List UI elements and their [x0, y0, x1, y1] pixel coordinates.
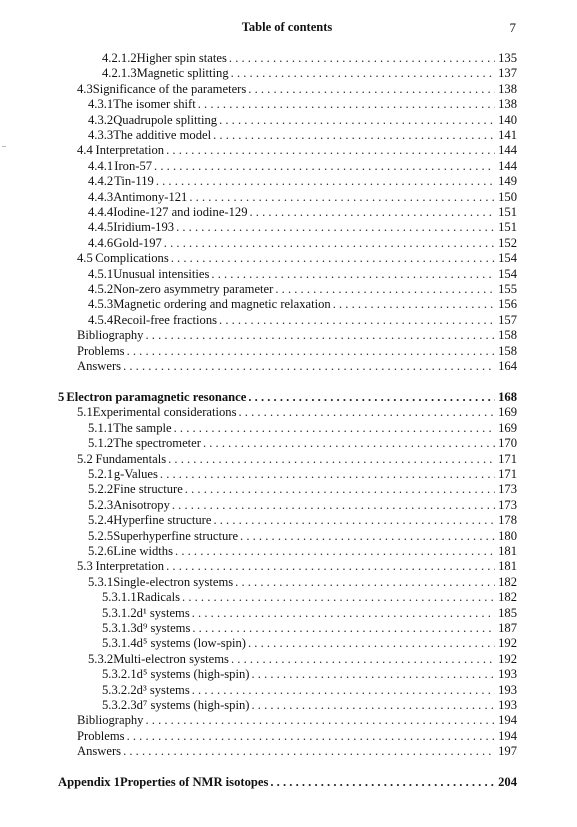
toc-entry-title: Electron paramagnetic resonance [66, 390, 247, 404]
toc-entry-page: 141 [498, 128, 517, 142]
dot-leader [169, 251, 495, 266]
toc-entry [77, 729, 517, 744]
toc-entry [88, 498, 517, 513]
toc-entry [88, 174, 517, 189]
dot-leader [152, 159, 495, 174]
toc-entry [88, 575, 517, 590]
dot-leader [217, 113, 495, 128]
toc-entry-number: 5.2.5 [88, 528, 114, 543]
toc-entry-page: 151 [498, 220, 517, 235]
toc-entry-page: 138 [498, 97, 517, 112]
toc-entry-page: 168 [498, 390, 517, 404]
toc-entry-page: 181 [498, 544, 517, 558]
toc-entry-title: Quadrupole splitting [113, 112, 218, 127]
toc-entry [88, 544, 517, 559]
toc-entry-number: 5.3.2 [88, 651, 114, 666]
toc-entry-title: Single-electron systems [113, 574, 234, 589]
toc-entry-title: Superhyperfine structure [113, 528, 239, 543]
toc-entry-number: 4.4.1 [88, 158, 114, 173]
toc-entry-title: The isomer shift [113, 97, 196, 112]
toc-entry-number: 4.5 [77, 251, 93, 266]
toc-entry-title: Answers [77, 744, 122, 759]
dot-leader [174, 220, 495, 235]
toc-entry-page: 135 [498, 51, 517, 65]
toc-entry-number: 5.2.3 [88, 497, 114, 512]
toc-entry-number: 5.2.1 [88, 467, 114, 481]
dot-leader [190, 606, 495, 621]
dot-leader [164, 559, 495, 574]
toc-entry-number: 5.3 [77, 559, 93, 574]
toc-entry-title: d⁵ systems (high-spin) [136, 667, 250, 682]
dot-leader [143, 713, 495, 728]
toc-entry-page: 192 [498, 651, 517, 666]
dot-leader [246, 636, 495, 651]
toc-entry [77, 359, 517, 374]
dot-leader [249, 667, 495, 682]
dot-leader [201, 436, 495, 451]
toc-entry-number: 5.3.1.2 [102, 605, 137, 620]
toc-entry-title: Line widths [113, 544, 174, 558]
toc-entry-page: 181 [498, 559, 517, 574]
toc-entry-page: 180 [498, 528, 517, 543]
toc-entry-number: 5.2 [77, 451, 93, 466]
toc-entry-title: Problems [77, 728, 125, 743]
toc-entry-title: Antimony-121 [113, 189, 188, 204]
toc-entry-number: 4.5.4 [88, 312, 114, 327]
toc-entry-title: Fine structure [113, 482, 183, 497]
dot-leader [190, 621, 495, 636]
toc-entry-page: 187 [498, 621, 517, 635]
toc-entry-title: d³ systems [136, 682, 190, 697]
toc-entry [77, 559, 517, 574]
toc-entry-number: 5.3.2.1 [102, 667, 137, 682]
toc-entry [88, 652, 517, 667]
toc-entry-page: 192 [498, 636, 517, 651]
toc-entry-page: 156 [498, 297, 517, 312]
toc-entry-page: 194 [498, 713, 517, 728]
toc-entry [88, 421, 517, 436]
page-header [58, 20, 516, 36]
toc-entry-number: 4.4.5 [88, 220, 114, 235]
toc-entry [88, 282, 517, 297]
toc-entry-page: 169 [498, 405, 517, 420]
toc-entry-page: 149 [498, 174, 517, 189]
dot-leader [125, 729, 495, 744]
toc-entry-number: 5.3.1.4 [102, 636, 137, 651]
toc-entry-page: 173 [498, 482, 517, 497]
dot-leader [143, 328, 495, 343]
toc-entry [88, 297, 517, 312]
toc-entry-title: d⁷ systems (high-spin) [136, 698, 250, 712]
toc-entry-page: 152 [498, 235, 517, 250]
toc-entry-title: Multi-electron systems [113, 651, 229, 666]
toc-entry-title: Recoil-free fractions [113, 312, 218, 327]
toc-entry [77, 744, 517, 759]
toc-entry-page: 155 [498, 282, 517, 296]
dot-leader [183, 482, 495, 497]
dot-leader [125, 344, 495, 359]
toc-entry-page: 158 [498, 343, 517, 358]
toc-entry-number: 4.5.2 [88, 282, 114, 296]
toc-entry-number: 5.2.2 [88, 482, 114, 497]
toc-entry [58, 390, 517, 405]
toc-entry-title: Anisotropy [113, 497, 170, 512]
dot-leader [273, 282, 495, 297]
toc-entry [88, 220, 517, 235]
dot-leader [170, 498, 495, 513]
toc-entry [102, 66, 517, 81]
toc-entry [77, 405, 517, 420]
toc-entry-number: 4.5.1 [88, 266, 114, 281]
dot-leader [233, 575, 495, 590]
toc-entry [77, 251, 517, 266]
toc-entry [88, 236, 517, 251]
toc-entry-page: 169 [498, 420, 517, 435]
toc-entry-title: g-Values [113, 467, 158, 481]
toc-entry-page: 178 [498, 513, 517, 528]
toc-entry-number: 5.3.2.3 [102, 698, 137, 712]
toc-entry-page: 193 [498, 682, 517, 697]
dot-leader [229, 652, 495, 667]
toc-entry [88, 482, 517, 497]
dot-leader [162, 236, 495, 251]
toc-entry-page: 164 [498, 359, 517, 373]
toc-entry-number: 5.2.4 [88, 513, 114, 528]
toc-entry [58, 775, 517, 790]
toc-entry-title: Problems [77, 343, 125, 358]
page-title: Table of contents [241, 20, 333, 34]
toc-entry-number: 5.3.1.3 [102, 621, 137, 635]
dot-leader [121, 744, 495, 759]
toc-entry-number: 4.2.1.3 [102, 66, 137, 81]
dot-leader [211, 513, 495, 528]
toc-entry-page: 185 [498, 605, 517, 620]
toc-entry [88, 190, 517, 205]
dot-leader [158, 467, 495, 482]
toc-entry [77, 713, 517, 728]
toc-entry-title: Fundamentals [95, 451, 167, 466]
dot-leader [331, 297, 495, 312]
toc-entry-page: 193 [498, 698, 517, 712]
toc-entry-number: 5.1.1 [88, 420, 114, 435]
toc-entry-page: 151 [498, 205, 517, 219]
toc-entry-title: Magnetic splitting [136, 66, 229, 81]
dot-leader [172, 421, 495, 436]
toc-entry-title: Bibliography [77, 713, 144, 728]
toc-entry-number: 5.1 [77, 405, 93, 420]
toc-entry-page: 170 [498, 436, 517, 451]
toc-entry [88, 205, 517, 220]
toc-entry-title: d¹ systems [136, 605, 190, 620]
toc-entry-number: 4.4.6 [88, 235, 114, 250]
toc-entry-title: Radicals [136, 590, 181, 605]
dot-leader [187, 190, 495, 205]
toc-entry-page: 204 [498, 775, 517, 790]
toc-entry-title: Interpretation [95, 143, 165, 158]
toc-entry-title: Iron-57 [114, 158, 153, 173]
toc-entry [102, 683, 517, 698]
toc-entry-page: 144 [498, 158, 517, 173]
toc-entry-title: d⁵ systems (low-spin) [136, 636, 246, 651]
toc-entry-page: 193 [498, 667, 517, 682]
toc-entry-number: 5.3.1.1 [102, 590, 137, 605]
toc-entry [88, 267, 517, 282]
toc-entry [88, 436, 517, 451]
page-number: 7 [509, 20, 516, 35]
toc-entry-page: 154 [498, 266, 517, 281]
dot-leader [227, 51, 495, 66]
toc-entry-title: Hyperfine structure [113, 513, 212, 528]
toc-entry-title: The additive model [113, 128, 212, 142]
dot-leader [249, 698, 495, 713]
toc-entry-number: 5.3.1 [88, 574, 114, 589]
dot-leader [121, 359, 495, 374]
toc-entry-number: 4.3 [77, 81, 93, 96]
toc-entry-title: Iodine-127 and iodine-129 [113, 205, 248, 219]
dot-leader [246, 390, 495, 405]
toc-entry [77, 82, 517, 97]
dot-leader [268, 775, 495, 790]
toc-entry-page: 182 [498, 574, 517, 589]
toc-entry-number: 4.4.2 [88, 174, 114, 189]
toc-entry [88, 467, 517, 482]
dot-leader [229, 66, 495, 81]
dot-leader [209, 267, 495, 282]
toc-entry-title: d⁹ systems [136, 621, 191, 635]
toc-entry-number: 4.4 [77, 143, 93, 158]
toc-entry [88, 113, 517, 128]
toc-entry [88, 529, 517, 544]
toc-entry-number: 4.5.3 [88, 297, 114, 312]
toc-entry-title: Magnetic ordering and magnetic relaxation [113, 297, 331, 312]
dot-leader [217, 313, 495, 328]
toc-entry-number: Appendix 1 [58, 775, 120, 790]
toc-entry-page: 150 [498, 189, 517, 204]
toc-entry-page: 173 [498, 497, 517, 512]
toc-entry-page: 137 [498, 66, 517, 81]
toc-entry-number: 5.2.6 [88, 544, 114, 558]
toc-entry-page: 194 [498, 728, 517, 743]
toc-entry-title: Answers [77, 359, 122, 373]
toc-entry [102, 698, 517, 713]
toc-entry [88, 513, 517, 528]
toc-entry [88, 128, 517, 143]
toc-entry-title: Experimental considerations [92, 405, 237, 420]
toc-entry [88, 97, 517, 112]
toc-entry-page: 157 [498, 312, 517, 327]
toc-entry-title: Complications [95, 251, 169, 266]
toc-entry-page: 154 [498, 251, 517, 266]
toc-entry-number: 4.3.2 [88, 112, 114, 127]
toc-entry-page: 140 [498, 112, 517, 127]
dot-leader [154, 174, 495, 189]
toc-entry-number: 4.4.3 [88, 189, 114, 204]
dot-leader [180, 590, 495, 605]
toc-entry [102, 590, 517, 605]
toc-entry [77, 452, 517, 467]
toc-entry-title: Iridium-193 [113, 220, 175, 235]
toc-entry-page: 171 [498, 467, 517, 481]
toc-entry-title: The spectrometer [113, 436, 201, 451]
toc-entry-title: Significance of the parameters [92, 81, 247, 96]
dot-leader [246, 82, 495, 97]
toc-entry [102, 636, 517, 651]
toc-entry-number: 4.3.1 [88, 97, 114, 112]
toc-entry-title: Properties of NMR isotopes [119, 775, 269, 790]
margin-mark [2, 146, 6, 147]
toc-entry [102, 606, 517, 621]
dot-leader [211, 128, 495, 143]
toc-entry-page: 171 [498, 451, 517, 466]
toc-entry [102, 621, 517, 636]
toc-entry-title: Tin-119 [114, 174, 154, 189]
toc-entry [88, 313, 517, 328]
dot-leader [236, 405, 495, 420]
dot-leader [238, 529, 495, 544]
dot-leader [166, 452, 495, 467]
dot-leader [190, 683, 495, 698]
toc-entry [88, 159, 517, 174]
toc-entry-number: 5 [58, 390, 65, 404]
toc-entry-title: The sample [113, 420, 172, 435]
toc-entry [102, 667, 517, 682]
toc-entry [102, 51, 517, 66]
toc-entry-number: 4.2.1.2 [102, 51, 137, 65]
toc-entry [77, 344, 517, 359]
dot-leader [173, 544, 495, 559]
dot-leader [164, 143, 495, 158]
dot-leader [196, 97, 495, 112]
toc-entry-number: 5.3.2.2 [102, 682, 137, 697]
toc-entry-title: Interpretation [95, 559, 165, 574]
toc-entry-title: Unusual intensities [113, 266, 210, 281]
toc-entry-number: 4.4.4 [88, 205, 114, 219]
toc-entry [77, 143, 517, 158]
toc-entry-page: 197 [498, 744, 517, 759]
toc-entry-number: 4.3.3 [88, 128, 114, 142]
toc-entry-title: Non-zero asymmetry parameter [113, 282, 274, 296]
toc-entry-page: 138 [498, 81, 517, 96]
dot-leader [248, 205, 496, 220]
toc-entry-page: 158 [498, 328, 517, 343]
toc-entry [77, 328, 517, 343]
toc-entry-page: 182 [498, 590, 517, 605]
toc-entry-number: 5.1.2 [88, 436, 114, 451]
toc-entry-title: Gold-197 [113, 235, 162, 250]
toc-entry-title: Higher spin states [136, 51, 227, 65]
toc-entry-page: 144 [498, 143, 517, 158]
toc-entry-title: Bibliography [77, 328, 144, 343]
